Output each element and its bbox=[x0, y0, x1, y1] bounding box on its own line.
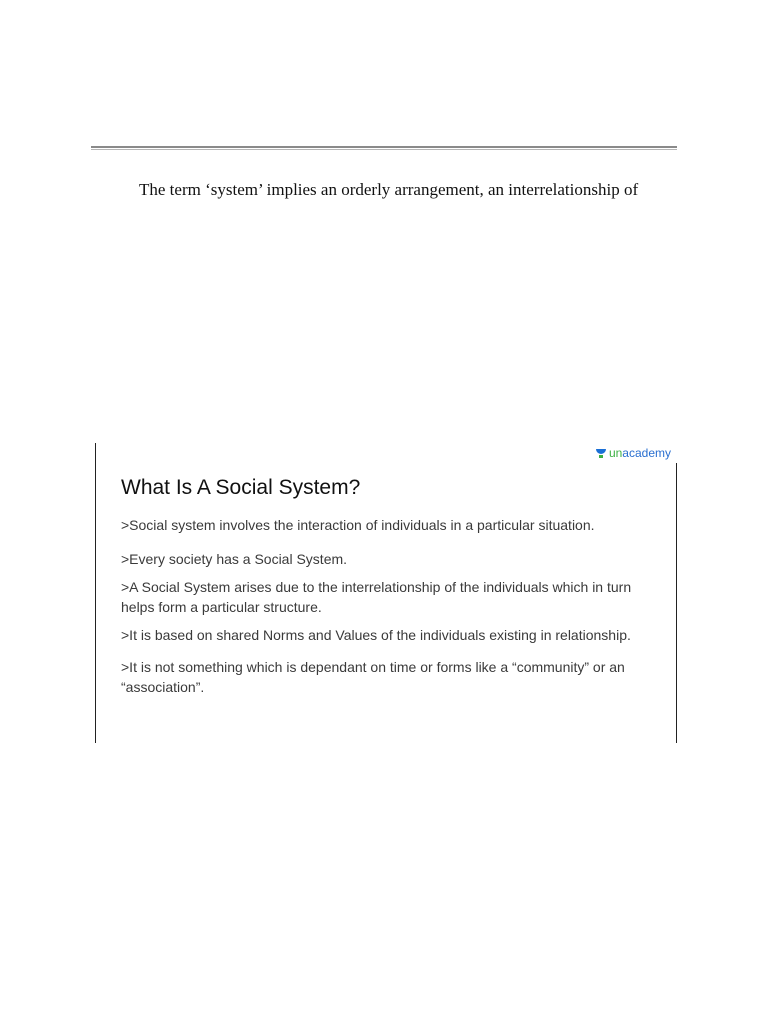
unacademy-logo bbox=[596, 446, 671, 460]
slide-bullet: >It is based on shared Norms and Values of the individuals existing in relationship. bbox=[121, 627, 631, 643]
horizontal-rule bbox=[91, 146, 677, 150]
logo-text-academy: academy bbox=[622, 446, 671, 460]
slide-bullet: >Every society has a Social System. bbox=[121, 551, 348, 567]
logo-text-un: un bbox=[608, 446, 623, 460]
unacademy-cup-icon bbox=[596, 448, 606, 458]
slide-title: What Is A Social System? bbox=[121, 476, 361, 499]
body-paragraph: The term ‘system’ implies an orderly arrangement, an interrelationship of bbox=[139, 180, 639, 199]
slide-image bbox=[95, 443, 677, 743]
slide-bullet: >Social system involves the interaction of individuals in a particular situation. bbox=[121, 517, 595, 533]
slide-bullet: >It is not something which is dependant on time or forms like a “community” or an “association”. bbox=[121, 659, 625, 695]
slide-bullet: >A Social System arises due to the interrelationship of the individuals which in turn helps form a particular structure. bbox=[121, 579, 632, 615]
slide-right-border bbox=[676, 463, 677, 743]
slide-left-border bbox=[95, 443, 96, 743]
